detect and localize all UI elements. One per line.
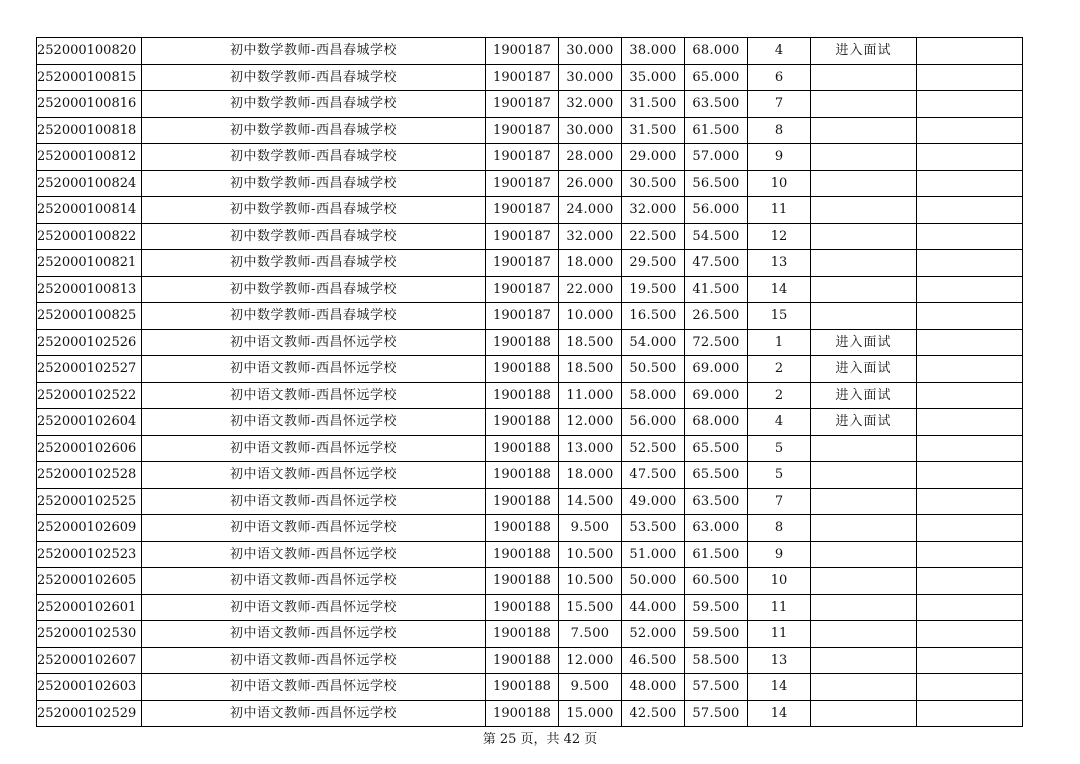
remark-cell xyxy=(917,38,1023,65)
table-row xyxy=(37,700,1023,727)
candidate-id-cell: 252000102607 xyxy=(37,647,142,674)
post-name-cell: 初中语文教师-西昌怀远学校 xyxy=(142,621,486,648)
candidate-id-cell: 252000100816 xyxy=(37,91,142,118)
rank-cell: 15 xyxy=(748,303,811,330)
table-row xyxy=(37,674,1023,701)
score-cell-2: 46.500 xyxy=(622,647,685,674)
status-cell xyxy=(811,674,917,701)
score-cell-2: 49.000 xyxy=(622,488,685,515)
rank-cell: 8 xyxy=(748,117,811,144)
table-row xyxy=(37,91,1023,118)
total-score-cell: 61.500 xyxy=(685,117,748,144)
post-code-cell: 1900188 xyxy=(486,674,559,701)
table-row xyxy=(37,38,1023,65)
total-score-cell: 59.500 xyxy=(685,621,748,648)
total-score-cell: 41.500 xyxy=(685,276,748,303)
status-cell xyxy=(811,621,917,648)
table-row xyxy=(37,409,1023,436)
post-name-cell: 初中语文教师-西昌怀远学校 xyxy=(142,647,486,674)
score-cell-2: 31.500 xyxy=(622,117,685,144)
score-cell-2: 56.000 xyxy=(622,409,685,436)
table-row xyxy=(37,356,1023,383)
candidate-id-cell: 252000100813 xyxy=(37,276,142,303)
post-code-cell: 1900188 xyxy=(486,700,559,727)
remark-cell xyxy=(917,488,1023,515)
post-name-cell: 初中语文教师-西昌怀远学校 xyxy=(142,488,486,515)
total-score-cell: 63.500 xyxy=(685,488,748,515)
status-cell xyxy=(811,303,917,330)
candidate-id-cell: 252000102529 xyxy=(37,700,142,727)
post-code-cell: 1900187 xyxy=(486,117,559,144)
rank-cell: 11 xyxy=(748,621,811,648)
post-code-cell: 1900187 xyxy=(486,197,559,224)
rank-cell: 13 xyxy=(748,647,811,674)
post-code-cell: 1900188 xyxy=(486,594,559,621)
post-code-cell: 1900188 xyxy=(486,462,559,489)
table-row xyxy=(37,594,1023,621)
score-cell-1: 9.500 xyxy=(559,674,622,701)
remark-cell xyxy=(917,91,1023,118)
total-score-cell: 26.500 xyxy=(685,303,748,330)
rank-cell: 1 xyxy=(748,329,811,356)
table-row xyxy=(37,144,1023,171)
score-cell-1: 18.000 xyxy=(559,250,622,277)
post-name-cell: 初中数学教师-西昌春城学校 xyxy=(142,91,486,118)
rank-cell: 7 xyxy=(748,91,811,118)
post-code-cell: 1900187 xyxy=(486,144,559,171)
status-cell xyxy=(811,647,917,674)
rank-cell: 8 xyxy=(748,515,811,542)
remark-cell xyxy=(917,329,1023,356)
score-cell-1: 32.000 xyxy=(559,223,622,250)
post-name-cell: 初中数学教师-西昌春城学校 xyxy=(142,170,486,197)
rank-cell: 6 xyxy=(748,64,811,91)
candidate-id-cell: 252000102522 xyxy=(37,382,142,409)
score-cell-2: 47.500 xyxy=(622,462,685,489)
candidate-id-cell: 252000102603 xyxy=(37,674,142,701)
remark-cell xyxy=(917,382,1023,409)
score-cell-2: 35.000 xyxy=(622,64,685,91)
status-cell xyxy=(811,197,917,224)
score-cell-2: 32.000 xyxy=(622,197,685,224)
status-cell xyxy=(811,64,917,91)
post-name-cell: 初中语文教师-西昌怀远学校 xyxy=(142,329,486,356)
post-name-cell: 初中数学教师-西昌春城学校 xyxy=(142,117,486,144)
total-score-cell: 69.000 xyxy=(685,382,748,409)
post-code-cell: 1900187 xyxy=(486,64,559,91)
total-score-cell: 57.000 xyxy=(685,144,748,171)
score-cell-2: 58.000 xyxy=(622,382,685,409)
status-cell xyxy=(811,541,917,568)
status-cell: 进入面试 xyxy=(811,356,917,383)
table-row xyxy=(37,462,1023,489)
post-name-cell: 初中语文教师-西昌怀远学校 xyxy=(142,594,486,621)
post-name-cell: 初中数学教师-西昌春城学校 xyxy=(142,303,486,330)
rank-cell: 5 xyxy=(748,462,811,489)
score-cell-1: 15.500 xyxy=(559,594,622,621)
score-cell-1: 32.000 xyxy=(559,91,622,118)
post-name-cell: 初中数学教师-西昌春城学校 xyxy=(142,144,486,171)
post-code-cell: 1900188 xyxy=(486,329,559,356)
post-code-cell: 1900187 xyxy=(486,303,559,330)
candidate-id-cell: 252000100825 xyxy=(37,303,142,330)
score-cell-1: 13.000 xyxy=(559,435,622,462)
status-cell xyxy=(811,91,917,118)
remark-cell xyxy=(917,276,1023,303)
status-cell xyxy=(811,223,917,250)
table-body xyxy=(37,38,1023,727)
score-cell-2: 29.500 xyxy=(622,250,685,277)
score-cell-2: 38.000 xyxy=(622,38,685,65)
candidate-id-cell: 252000102604 xyxy=(37,409,142,436)
post-code-cell: 1900188 xyxy=(486,435,559,462)
score-table xyxy=(36,37,1023,727)
total-score-cell: 54.500 xyxy=(685,223,748,250)
table-row xyxy=(37,647,1023,674)
score-cell-2: 52.500 xyxy=(622,435,685,462)
remark-cell xyxy=(917,621,1023,648)
status-cell xyxy=(811,488,917,515)
status-cell xyxy=(811,144,917,171)
total-score-cell: 57.500 xyxy=(685,674,748,701)
status-cell xyxy=(811,435,917,462)
candidate-id-cell: 252000100821 xyxy=(37,250,142,277)
candidate-id-cell: 252000100822 xyxy=(37,223,142,250)
status-cell xyxy=(811,170,917,197)
total-score-cell: 68.000 xyxy=(685,409,748,436)
status-cell xyxy=(811,700,917,727)
rank-cell: 11 xyxy=(748,197,811,224)
score-cell-1: 12.000 xyxy=(559,409,622,436)
rank-cell: 14 xyxy=(748,700,811,727)
status-cell: 进入面试 xyxy=(811,329,917,356)
candidate-id-cell: 252000102605 xyxy=(37,568,142,595)
remark-cell xyxy=(917,356,1023,383)
post-name-cell: 初中语文教师-西昌怀远学校 xyxy=(142,435,486,462)
post-name-cell: 初中数学教师-西昌春城学校 xyxy=(142,38,486,65)
score-cell-1: 28.000 xyxy=(559,144,622,171)
candidate-id-cell: 252000100812 xyxy=(37,144,142,171)
total-score-cell: 69.000 xyxy=(685,356,748,383)
table-row xyxy=(37,197,1023,224)
rank-cell: 14 xyxy=(748,276,811,303)
table-row xyxy=(37,435,1023,462)
rank-cell: 9 xyxy=(748,144,811,171)
post-name-cell: 初中语文教师-西昌怀远学校 xyxy=(142,700,486,727)
score-cell-1: 14.500 xyxy=(559,488,622,515)
post-code-cell: 1900187 xyxy=(486,91,559,118)
post-code-cell: 1900187 xyxy=(486,276,559,303)
status-cell: 进入面试 xyxy=(811,38,917,65)
post-name-cell: 初中数学教师-西昌春城学校 xyxy=(142,250,486,277)
candidate-id-cell: 252000102526 xyxy=(37,329,142,356)
candidate-id-cell: 252000102601 xyxy=(37,594,142,621)
status-cell xyxy=(811,250,917,277)
rank-cell: 2 xyxy=(748,356,811,383)
post-name-cell: 初中数学教师-西昌春城学校 xyxy=(142,223,486,250)
total-score-cell: 65.500 xyxy=(685,435,748,462)
remark-cell xyxy=(917,674,1023,701)
post-code-cell: 1900188 xyxy=(486,409,559,436)
table-row xyxy=(37,515,1023,542)
score-cell-1: 12.000 xyxy=(559,647,622,674)
candidate-id-cell: 252000100815 xyxy=(37,64,142,91)
remark-cell xyxy=(917,144,1023,171)
total-score-cell: 63.000 xyxy=(685,515,748,542)
rank-cell: 4 xyxy=(748,409,811,436)
score-cell-1: 11.000 xyxy=(559,382,622,409)
candidate-id-cell: 252000102528 xyxy=(37,462,142,489)
post-code-cell: 1900187 xyxy=(486,38,559,65)
score-cell-1: 30.000 xyxy=(559,64,622,91)
post-code-cell: 1900188 xyxy=(486,568,559,595)
table-row xyxy=(37,170,1023,197)
total-score-cell: 68.000 xyxy=(685,38,748,65)
post-name-cell: 初中语文教师-西昌怀远学校 xyxy=(142,382,486,409)
post-name-cell: 初中语文教师-西昌怀远学校 xyxy=(142,356,486,383)
score-cell-2: 54.000 xyxy=(622,329,685,356)
score-cell-2: 30.500 xyxy=(622,170,685,197)
total-score-cell: 59.500 xyxy=(685,594,748,621)
total-score-cell: 63.500 xyxy=(685,91,748,118)
candidate-id-cell: 252000102525 xyxy=(37,488,142,515)
remark-cell xyxy=(917,303,1023,330)
post-name-cell: 初中语文教师-西昌怀远学校 xyxy=(142,409,486,436)
table-row xyxy=(37,621,1023,648)
table-row xyxy=(37,568,1023,595)
post-code-cell: 1900187 xyxy=(486,223,559,250)
score-cell-2: 44.000 xyxy=(622,594,685,621)
post-code-cell: 1900188 xyxy=(486,356,559,383)
table-row xyxy=(37,223,1023,250)
remark-cell xyxy=(917,250,1023,277)
post-code-cell: 1900188 xyxy=(486,515,559,542)
table-row xyxy=(37,488,1023,515)
status-cell: 进入面试 xyxy=(811,382,917,409)
remark-cell xyxy=(917,435,1023,462)
post-name-cell: 初中语文教师-西昌怀远学校 xyxy=(142,674,486,701)
remark-cell xyxy=(917,647,1023,674)
post-code-cell: 1900188 xyxy=(486,647,559,674)
total-score-cell: 58.500 xyxy=(685,647,748,674)
score-cell-1: 26.000 xyxy=(559,170,622,197)
post-name-cell: 初中语文教师-西昌怀远学校 xyxy=(142,568,486,595)
remark-cell xyxy=(917,700,1023,727)
post-name-cell: 初中数学教师-西昌春城学校 xyxy=(142,64,486,91)
rank-cell: 9 xyxy=(748,541,811,568)
score-cell-1: 7.500 xyxy=(559,621,622,648)
status-cell xyxy=(811,515,917,542)
rank-cell: 10 xyxy=(748,170,811,197)
score-cell-2: 19.500 xyxy=(622,276,685,303)
candidate-id-cell: 252000100820 xyxy=(37,38,142,65)
post-code-cell: 1900188 xyxy=(486,621,559,648)
post-code-cell: 1900188 xyxy=(486,488,559,515)
rank-cell: 12 xyxy=(748,223,811,250)
total-score-cell: 57.500 xyxy=(685,700,748,727)
candidate-id-cell: 252000102606 xyxy=(37,435,142,462)
status-cell xyxy=(811,568,917,595)
candidate-id-cell: 252000102609 xyxy=(37,515,142,542)
table-row xyxy=(37,117,1023,144)
post-code-cell: 1900187 xyxy=(486,250,559,277)
table-row xyxy=(37,303,1023,330)
post-name-cell: 初中语文教师-西昌怀远学校 xyxy=(142,462,486,489)
remark-cell xyxy=(917,462,1023,489)
total-score-cell: 56.500 xyxy=(685,170,748,197)
score-cell-1: 10.500 xyxy=(559,541,622,568)
table-row xyxy=(37,541,1023,568)
post-code-cell: 1900188 xyxy=(486,541,559,568)
remark-cell xyxy=(917,170,1023,197)
status-cell xyxy=(811,462,917,489)
score-cell-2: 51.000 xyxy=(622,541,685,568)
score-cell-2: 48.000 xyxy=(622,674,685,701)
remark-cell xyxy=(917,409,1023,436)
rank-cell: 7 xyxy=(748,488,811,515)
rank-cell: 11 xyxy=(748,594,811,621)
score-cell-2: 42.500 xyxy=(622,700,685,727)
score-cell-2: 53.500 xyxy=(622,515,685,542)
post-code-cell: 1900187 xyxy=(486,170,559,197)
score-cell-2: 50.000 xyxy=(622,568,685,595)
table-row xyxy=(37,329,1023,356)
table-row xyxy=(37,382,1023,409)
total-score-cell: 65.500 xyxy=(685,462,748,489)
remark-cell xyxy=(917,568,1023,595)
remark-cell xyxy=(917,64,1023,91)
remark-cell xyxy=(917,197,1023,224)
score-cell-1: 18.000 xyxy=(559,462,622,489)
score-cell-1: 15.000 xyxy=(559,700,622,727)
score-cell-1: 24.000 xyxy=(559,197,622,224)
post-name-cell: 初中语文教师-西昌怀远学校 xyxy=(142,515,486,542)
candidate-id-cell: 252000102530 xyxy=(37,621,142,648)
score-cell-1: 18.500 xyxy=(559,329,622,356)
candidate-id-cell: 252000102523 xyxy=(37,541,142,568)
post-name-cell: 初中语文教师-西昌怀远学校 xyxy=(142,541,486,568)
score-cell-2: 50.500 xyxy=(622,356,685,383)
score-cell-1: 9.500 xyxy=(559,515,622,542)
total-score-cell: 65.000 xyxy=(685,64,748,91)
total-score-cell: 47.500 xyxy=(685,250,748,277)
status-cell xyxy=(811,117,917,144)
score-cell-2: 52.000 xyxy=(622,621,685,648)
rank-cell: 5 xyxy=(748,435,811,462)
rank-cell: 13 xyxy=(748,250,811,277)
page-number-footer: 第 25 页，共 42 页 xyxy=(482,732,598,747)
remark-cell xyxy=(917,223,1023,250)
rank-cell: 4 xyxy=(748,38,811,65)
rank-cell: 10 xyxy=(748,568,811,595)
remark-cell xyxy=(917,594,1023,621)
score-cell-1: 22.000 xyxy=(559,276,622,303)
post-name-cell: 初中数学教师-西昌春城学校 xyxy=(142,197,486,224)
candidate-id-cell: 252000100814 xyxy=(37,197,142,224)
status-cell xyxy=(811,276,917,303)
table-row xyxy=(37,64,1023,91)
post-code-cell: 1900188 xyxy=(486,382,559,409)
score-cell-1: 18.500 xyxy=(559,356,622,383)
score-cell-1: 30.000 xyxy=(559,117,622,144)
remark-cell xyxy=(917,541,1023,568)
status-cell: 进入面试 xyxy=(811,409,917,436)
status-cell xyxy=(811,594,917,621)
score-cell-2: 29.000 xyxy=(622,144,685,171)
total-score-cell: 61.500 xyxy=(685,541,748,568)
score-cell-1: 30.000 xyxy=(559,38,622,65)
score-cell-1: 10.000 xyxy=(559,303,622,330)
remark-cell xyxy=(917,515,1023,542)
candidate-id-cell: 252000100818 xyxy=(37,117,142,144)
candidate-id-cell: 252000100824 xyxy=(37,170,142,197)
table-row xyxy=(37,276,1023,303)
candidate-id-cell: 252000102527 xyxy=(37,356,142,383)
score-cell-2: 31.500 xyxy=(622,91,685,118)
score-cell-2: 22.500 xyxy=(622,223,685,250)
rank-cell: 2 xyxy=(748,382,811,409)
total-score-cell: 60.500 xyxy=(685,568,748,595)
rank-cell: 14 xyxy=(748,674,811,701)
remark-cell xyxy=(917,117,1023,144)
post-name-cell: 初中数学教师-西昌春城学校 xyxy=(142,276,486,303)
score-cell-2: 16.500 xyxy=(622,303,685,330)
score-cell-1: 10.500 xyxy=(559,568,622,595)
total-score-cell: 72.500 xyxy=(685,329,748,356)
total-score-cell: 56.000 xyxy=(685,197,748,224)
table-row xyxy=(37,250,1023,277)
